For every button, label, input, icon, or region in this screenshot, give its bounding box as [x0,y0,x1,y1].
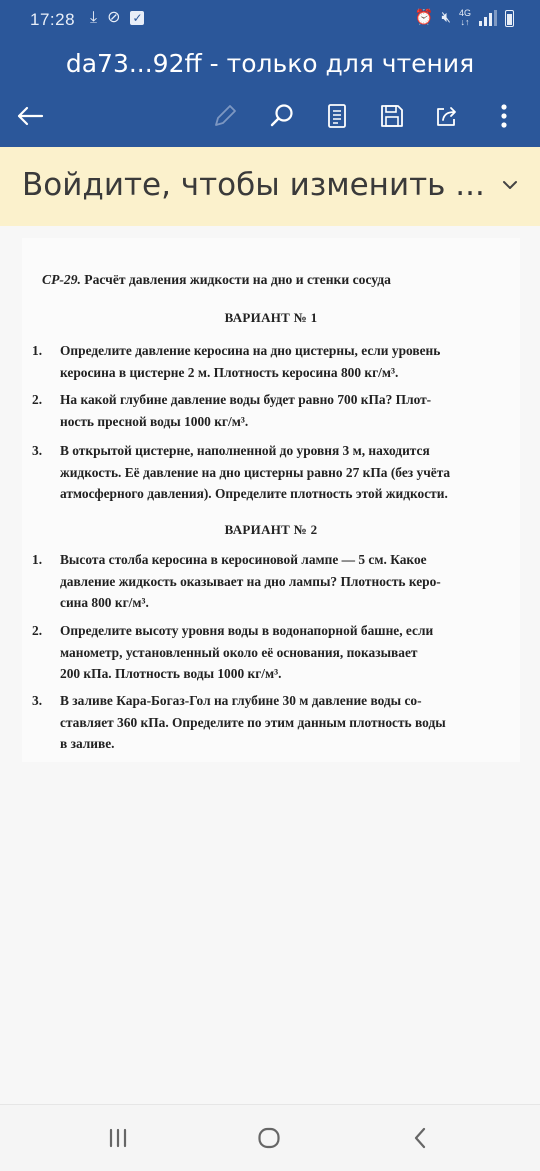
task-line: Определите давление керосина на дно цистерны, если уровень [60,343,441,358]
task-number: 2. [32,392,43,407]
task-line: ставляет 360 кПа. Определите по этим данным плотность воды [60,714,446,730]
task-text [60,549,502,614]
network-type-label: 4G ↓↑ [458,8,471,27]
battery-icon [505,10,514,27]
task-number: 3. [32,693,43,708]
task-number: 3. [32,443,43,458]
recent-apps-icon [107,1128,129,1148]
task-text [60,340,502,383]
task-line: В заливе Кара-Богаз-Гол на глубине 30 м давление воды со- [60,693,422,708]
chevron-down-icon [502,180,518,190]
arrow-left-icon [16,106,44,126]
task-line: манометр, установленный около её основания, показывает [60,644,418,660]
edit-button[interactable] [207,98,243,134]
search-button[interactable] [264,98,300,134]
app-header [0,0,540,147]
heading-text: Расчёт давления жидкости на дно и стенки сосуда [84,272,391,287]
banner-expand-button[interactable] [502,177,518,195]
back-nav-button[interactable] [400,1123,440,1153]
share-icon [434,103,460,129]
task-line: ность пресной воды 1000 кг/м³. [60,413,249,429]
document-viewer[interactable] [0,226,540,1104]
status-bar [0,0,540,40]
status-right-icons [415,9,514,27]
task-line: Высота столба керосина в керосиновой лампе — 5 см. Какое [60,552,427,567]
search-icon [269,103,295,129]
document-page [22,238,520,762]
back-chevron-icon [413,1127,427,1149]
share-button[interactable] [429,98,465,134]
task-number: 1. [32,343,43,358]
data-saver-icon: ⊘ [107,9,121,26]
save-button[interactable] [374,98,410,134]
back-button[interactable] [12,98,48,134]
task-text [60,690,502,755]
alarm-icon: ⏰ [414,9,434,26]
system-navigation-bar [0,1104,540,1171]
page-heading [42,272,512,288]
task-line: 200 кПа. Плотность воды 1000 кг/м³. [60,666,282,681]
mute-icon: 🔇︎ [441,9,451,26]
task-number: 1. [32,552,43,567]
task-line: атмосферного давления). Определите плотность этой жидкости. [60,486,448,501]
task-line: жидкость. Её давление на дно цистерны равно 27 кПа (без учёта [60,464,451,480]
task-line: сина 800 кг/м³. [60,595,149,610]
sign-in-banner[interactable] [0,147,540,227]
task-line: в заливе. [60,736,115,751]
task-line: В открытой цистерне, наполненной до уровня 3 м, находится [60,443,430,458]
sign-in-banner-text: Войдите, чтобы изменить ... [22,167,485,203]
recent-apps-button[interactable] [98,1123,138,1153]
task-text [60,440,502,505]
home-icon [257,1126,281,1150]
task-line: керосина в цистерне 2 м. Плотность керосина 800 кг/м³. [60,364,399,380]
variant-title: ВАРИАНТ № 2 [224,522,318,537]
pencil-icon [212,103,238,129]
more-vertical-icon [500,103,508,129]
home-button[interactable] [249,1123,289,1153]
document-view-icon [326,103,348,129]
save-icon [379,103,405,129]
more-options-button[interactable] [486,98,522,134]
signal-icon [479,10,497,26]
status-left-icons [90,9,144,27]
checkbox-notification-icon: ✓ [132,11,143,25]
task-text [60,620,502,685]
document-title: da73...92ff - только для чтения [65,49,475,78]
variant-title: ВАРИАНТ № 1 [224,310,318,325]
task-text [60,389,502,432]
toolbar [0,92,540,138]
status-time: 17:28 [30,10,76,29]
task-line: Определите высоту уровня воды в водонапорной башне, если [60,623,434,638]
heading-code: СР-29. [42,272,81,287]
task-line: На какой глубине давление воды будет равно 700 кПа? Плот- [60,392,432,407]
download-icon: ⤓ [90,9,98,26]
reading-view-button[interactable] [319,98,355,134]
task-line: давление жидкость оказывает на дно лампы? Плотность керо- [60,573,441,589]
task-number: 2. [32,623,43,638]
